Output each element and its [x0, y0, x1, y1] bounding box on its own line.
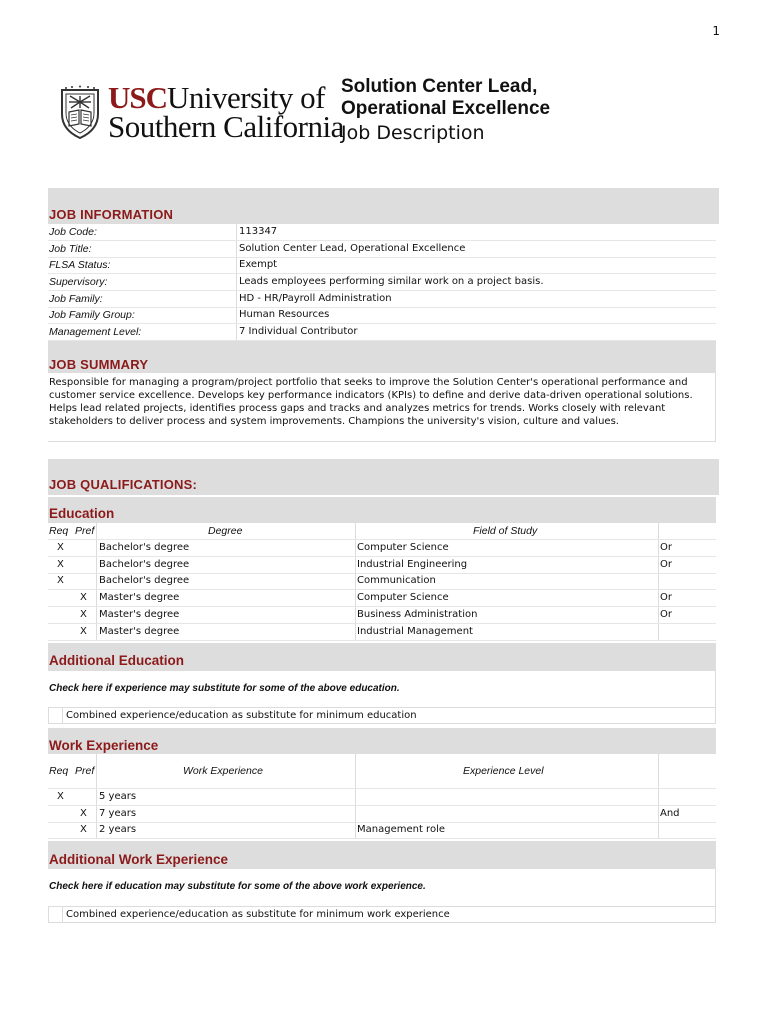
- col-header-pref: Pref: [75, 525, 95, 537]
- col-header-degree: Degree: [208, 525, 243, 537]
- info-label: Management Level:: [49, 326, 142, 338]
- job-summary-text: Responsible for managing a program/project portfolio that seeks to improve the Solution Center's operational performance and customer service excellence. Develops key performance indicators (KPIs) to define and derive data-driven operational solutions. Helps lead related projects, identifies process gaps and tracks and analyzes metrics for trends. Works closely with relevant stakeholders to deliver process and system improvements. Champions the university's vision, culture and values.: [49, 377, 693, 427]
- logo-line-1: USCUniversity of: [108, 80, 325, 115]
- field-of-study: Business Administration: [357, 609, 478, 620]
- substitute-item-text: Combined experience/education as substitute for minimum work experience: [66, 909, 450, 920]
- work-experience: 2 years: [99, 824, 137, 835]
- table-row: [48, 540, 716, 557]
- work-header-row: [48, 754, 716, 789]
- conjunction: Or: [660, 542, 672, 553]
- substitute-checkbox[interactable]: [49, 708, 63, 723]
- degree: Master's degree: [99, 626, 180, 637]
- info-row-job-family: [48, 291, 716, 308]
- field-of-study: Computer Science: [357, 592, 449, 603]
- info-row-job-family-group: [48, 307, 716, 324]
- table-row: [48, 806, 716, 823]
- pref-mark: X: [80, 592, 87, 603]
- field-of-study: Industrial Engineering: [357, 559, 468, 570]
- req-mark: X: [57, 575, 64, 586]
- col-header-req: Req: [49, 765, 69, 777]
- table-row: [48, 624, 716, 641]
- pref-mark: X: [80, 626, 87, 637]
- work-experience: 5 years: [99, 791, 137, 802]
- info-value: 113347: [239, 226, 278, 237]
- info-value: Solution Center Lead, Operational Excellence: [239, 243, 466, 254]
- info-value: 7 Individual Contributor: [239, 326, 358, 337]
- req-mark: X: [57, 559, 64, 570]
- info-label: Supervisory:: [49, 276, 108, 288]
- degree: Bachelor's degree: [99, 559, 190, 570]
- table-row: [48, 822, 716, 839]
- info-row-job-code: [48, 224, 716, 241]
- education-band: [48, 497, 716, 523]
- title-line-1: Solution Center Lead,: [341, 76, 538, 97]
- logo-line-2: Southern California: [108, 109, 344, 144]
- title-line-3: Job Description: [341, 122, 485, 144]
- info-value: HD - HR/Payroll Administration: [239, 293, 392, 304]
- work-substitute-item: [48, 906, 716, 923]
- col-header-work-experience: Work Experience: [183, 765, 263, 777]
- req-mark: X: [57, 542, 64, 553]
- degree: Master's degree: [99, 609, 180, 620]
- right-border: [715, 869, 716, 906]
- degree: Master's degree: [99, 592, 180, 603]
- table-row: [48, 557, 716, 574]
- experience-level: Management role: [357, 824, 445, 835]
- pref-mark: X: [80, 808, 87, 819]
- info-value: Human Resources: [239, 309, 330, 320]
- info-label: Job Family:: [49, 293, 103, 305]
- conjunction: Or: [660, 559, 672, 570]
- field-of-study: Communication: [357, 575, 436, 586]
- degree: Bachelor's degree: [99, 575, 190, 586]
- title-line-2: Operational Excellence: [341, 98, 551, 119]
- col-header-pref: Pref: [75, 765, 95, 777]
- conjunction: Or: [660, 592, 672, 603]
- info-row-management-level: [48, 324, 716, 341]
- work-experience: 7 years: [99, 808, 137, 819]
- job-qualifications-heading: JOB QUALIFICATIONS:: [49, 477, 197, 492]
- table-row: [48, 607, 716, 624]
- substitute-checkbox[interactable]: [49, 907, 63, 922]
- right-border: [715, 671, 716, 707]
- info-row-supervisory: [48, 274, 716, 291]
- education-substitute-item: [48, 707, 716, 724]
- additional-work-experience-heading: Additional Work Experience: [49, 852, 229, 867]
- education-header-row: [48, 523, 716, 540]
- substitute-item-text: Combined experience/education as substitute for minimum education: [66, 710, 417, 721]
- job-information-heading: JOB INFORMATION: [49, 207, 174, 222]
- additional-education-heading: Additional Education: [49, 653, 184, 668]
- job-summary-heading: JOB SUMMARY: [49, 357, 149, 372]
- info-row-job-title: [48, 241, 716, 258]
- work-experience-heading: Work Experience: [49, 738, 159, 753]
- req-mark: X: [57, 791, 64, 802]
- pref-mark: X: [80, 609, 87, 620]
- field-of-study: Industrial Management: [357, 626, 473, 637]
- document-title: [341, 76, 721, 145]
- usc-logo: [58, 80, 344, 144]
- col-header-field: Field of Study: [473, 525, 538, 537]
- info-value: Exempt: [239, 259, 278, 270]
- col-header-req: Req: [49, 525, 69, 537]
- info-label: FLSA Status:: [49, 259, 111, 271]
- degree: Bachelor's degree: [99, 542, 190, 553]
- conjunction: And: [660, 808, 680, 819]
- info-value: Leads employees performing similar work on a project basis.: [239, 276, 544, 287]
- work-substitute-note: Check here if education may substitute for some of the above work experience.: [49, 881, 426, 892]
- pref-mark: X: [80, 824, 87, 835]
- table-row: [48, 573, 716, 590]
- info-label: Job Title:: [49, 243, 92, 255]
- table-row: [48, 590, 716, 607]
- page-number: 1: [712, 24, 720, 38]
- info-label: Job Family Group:: [49, 309, 135, 321]
- field-of-study: Computer Science: [357, 542, 449, 553]
- conjunction: Or: [660, 609, 672, 620]
- col-header-experience-level: Experience Level: [463, 765, 544, 777]
- education-substitute-note: Check here if experience may substitute for some of the above education.: [49, 683, 400, 694]
- table-row: [48, 789, 716, 806]
- info-row-flsa-status: [48, 257, 716, 274]
- info-label: Job Code:: [49, 226, 97, 238]
- usc-seal-icon: [58, 84, 102, 140]
- education-heading: Education: [49, 506, 115, 521]
